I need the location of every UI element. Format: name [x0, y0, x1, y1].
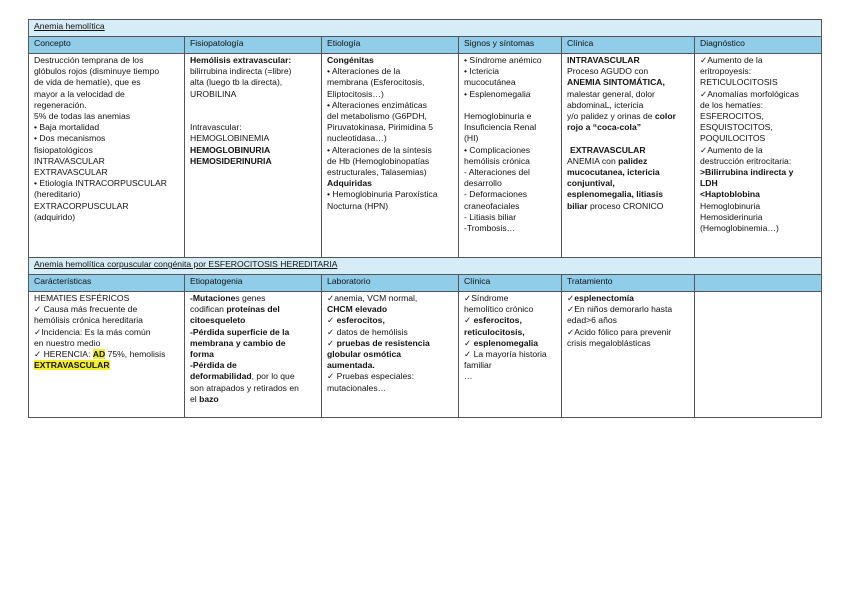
- header-laboratorio: Laboratorio: [322, 275, 459, 292]
- clin2-line: reticulocitosis,: [464, 326, 525, 337]
- car-line: [34, 349, 179, 360]
- clinica-bold: biliar: [567, 200, 588, 211]
- diag-line: ESFEROCITOS,: [700, 111, 764, 122]
- etiop-text: codifican: [190, 304, 224, 315]
- empty-cell: [695, 292, 822, 418]
- section2-title-row: [29, 258, 822, 275]
- diag-line: ✓Aumento de la: [700, 55, 763, 65]
- etio-line: • Alteraciones enzimáticas: [327, 99, 427, 110]
- clinica-line: rojo a “coca-cola”: [567, 122, 642, 133]
- section2-title: Anemia hemolítica corpuscular congénita por ESFEROCITOSIS HEREDITARIA: [29, 258, 822, 275]
- diag-line: Hemosiderinuria: [700, 211, 763, 222]
- car-text: 75%, hemolisis: [107, 349, 166, 360]
- signos-line: • Complicaciones: [464, 144, 531, 155]
- caracteristicas-cell: [29, 292, 185, 418]
- section1-header-row: [29, 37, 822, 54]
- etiop-bold: bazo: [199, 393, 219, 404]
- clinica2-cell: [459, 292, 562, 418]
- concepto-line: 5% de todas las anemias: [34, 111, 131, 122]
- concepto-line: EXTRAVASCULAR: [34, 167, 108, 178]
- section1-body-row: [29, 54, 822, 258]
- clin2-line: …: [464, 371, 473, 382]
- diag-line: ✓Aumento de la: [700, 144, 763, 155]
- clinica-line: [567, 201, 689, 212]
- clin2-line: [464, 338, 556, 349]
- etiop-bold: deformabilidad: [190, 371, 252, 382]
- lab-line: ✓ Pruebas especiales:: [327, 371, 414, 382]
- etiop-text: s genes: [235, 293, 266, 303]
- check-icon: ✓: [327, 337, 335, 348]
- clinica-text: y/o palidez y orinas de: [567, 111, 653, 122]
- concepto-cell: [29, 54, 185, 258]
- diag-line: eritropoyesis:: [700, 66, 752, 77]
- concepto-line: mayor a la velocidad de: [34, 88, 125, 99]
- car-text: ✓ HERENCIA:: [34, 349, 91, 360]
- header-clinica-2: Clínica: [459, 275, 562, 292]
- concepto-line: (hereditario): [34, 189, 81, 200]
- etiop-bold: -Mutacione: [190, 293, 236, 303]
- signos-line: -Trombosis…: [464, 223, 516, 234]
- section1-title: Anemia hemolítica: [29, 20, 822, 37]
- etiop-line: citoesqueleto: [190, 315, 246, 326]
- concepto-line: Destrucción temprana de los: [34, 55, 144, 65]
- check-icon: ✓: [327, 315, 335, 326]
- trat-line: ✓En niños demorarlo hasta: [567, 304, 673, 315]
- etio-adquiridas-title: Adquiridas: [327, 178, 372, 189]
- concepto-line: regeneración.: [34, 99, 87, 110]
- diag-line: ESQUISTOCITOS,: [700, 122, 773, 133]
- clinica-line: malestar general, dolor: [567, 88, 655, 99]
- lab-bold: pruebas de resistencia: [336, 337, 430, 348]
- clinica-line: conjuntival,: [567, 178, 615, 189]
- lab-line: [327, 315, 453, 326]
- clinica-line: mucocutanea, ictericia: [567, 167, 660, 178]
- lab-line: ✓ datos de hemólisis: [327, 326, 408, 337]
- signos-line: desarrollo: [464, 178, 502, 189]
- signos-line: Insuficiencia Renal: [464, 122, 537, 133]
- etiop-line: -Pérdida de: [190, 360, 237, 371]
- herencia-ad-highlight: AD: [92, 349, 106, 360]
- car-line: en nuestro medio: [34, 337, 101, 348]
- header-empty: [695, 275, 822, 292]
- signos-line: craneofaciales: [464, 200, 520, 211]
- header-clinica: Clínica: [562, 37, 695, 54]
- fisio-extra-line: bilirrubina indirecta (=libre): [190, 66, 292, 77]
- trat-bold: esplenectomía: [574, 293, 634, 303]
- clinica-line: abdominaL, ictericia: [567, 99, 644, 110]
- clin2-bold: esplenomegalia: [473, 337, 539, 348]
- car-line: ✓Incidencia: Es la más común: [34, 326, 151, 337]
- clinica-intra-title: INTRAVASCULAR: [567, 55, 640, 65]
- header-fisiopatologia: Fisiopatología: [185, 37, 322, 54]
- clinica-text: proceso CRONICO: [589, 200, 664, 211]
- lab-line: CHCM elevado: [327, 304, 388, 315]
- signos-line: • Ictericia: [464, 66, 500, 77]
- signos-line: hemólisis crónica: [464, 155, 530, 166]
- diag-line: POQUILOCITOS: [700, 133, 766, 144]
- header-etiologia: Etiología: [322, 37, 459, 54]
- diag-bold-line: <Haptoblobina: [700, 189, 760, 200]
- clinica-line: esplenomegalia, litiasis: [567, 189, 664, 200]
- fisio-extra-line: alta (luego tb la directa),: [190, 77, 283, 88]
- clinica-line: [567, 156, 689, 167]
- lab-line: ✓anemia, VCM normal,: [327, 293, 418, 303]
- clinica-bold: color: [654, 111, 676, 122]
- diag-line: destrucción eritrocitaria:: [700, 155, 792, 166]
- clin2-line: ✓ La mayoría historia: [464, 349, 547, 360]
- concepto-line: • Etiología INTRACORPUSCULAR: [34, 178, 167, 189]
- etio-congenitas-title: Congénitas: [327, 55, 374, 65]
- diag-line: RETICULOCITOSIS: [700, 77, 778, 88]
- trat-line: edad>6 años: [567, 315, 617, 326]
- concepto-line: glóbulos rojos (disminuye tiempo: [34, 66, 160, 77]
- clin2-line: [464, 315, 556, 326]
- etiop-line: [190, 371, 316, 382]
- check-icon: ✓: [464, 315, 472, 326]
- etio-line: nucleotidasa…): [327, 133, 387, 144]
- anemia-table: [28, 19, 822, 418]
- header-diagnostico: Diagnóstico: [695, 37, 822, 54]
- section2-header-row: [29, 275, 822, 292]
- car-line: ✓ Causa más frecuente de: [34, 304, 138, 315]
- clin2-line: ✓Síndrome: [464, 293, 509, 303]
- etiop-line: [190, 304, 316, 315]
- etiop-text: el: [190, 393, 197, 404]
- clinica-cell: [562, 54, 695, 258]
- etiop-line: forma: [190, 349, 214, 360]
- etiop-line: son atrapados y retirados en: [190, 382, 299, 393]
- concepto-line: de vida de hematíe), que es: [34, 77, 141, 88]
- tratamiento-cell: [562, 292, 695, 418]
- etiop-line: membrana y cambio de: [190, 337, 286, 348]
- diagnostico-cell: [695, 54, 822, 258]
- section2-body-row: [29, 292, 822, 418]
- car-line: hemólisis crónica hereditaria: [34, 315, 143, 326]
- etio-line: estructurales, Talasemias): [327, 167, 427, 178]
- diag-line: Hemoglobinuria: [700, 200, 761, 211]
- etio-line: Nocturna (HPN): [327, 200, 389, 211]
- lab-line: [327, 338, 453, 349]
- trat-line: [567, 293, 689, 304]
- etio-line: • Alteraciones de la síntesis: [327, 144, 432, 155]
- signos-line: Hemoglobinuria e: [464, 111, 532, 121]
- etio-line: • Hemoglobinuria Paroxística: [327, 189, 438, 200]
- fisio-intra-line: HEMOGLOBINURIA: [190, 144, 271, 155]
- diag-bold-line: >Bilirrubina indirecta y: [700, 167, 794, 178]
- lab-line: globular osmótica: [327, 349, 402, 360]
- clinica-extra-title: EXTRAVASCULAR: [570, 144, 646, 155]
- etio-line: Piruvatokinasa, Pirimidina 5: [327, 122, 434, 133]
- etio-line: del metabolismo (G6PDH,: [327, 111, 427, 122]
- clinica-text: ANEMIA con: [567, 155, 616, 166]
- fisio-intra-line: HEMOSIDERINURIA: [190, 155, 272, 166]
- fisiopatologia-cell: [185, 54, 322, 258]
- etiologia-cell: [322, 54, 459, 258]
- fisio-intra-title: Intravascular:: [190, 122, 242, 133]
- etio-line: Eliptocitosis…): [327, 88, 384, 99]
- etiopatogenia-cell: [185, 292, 322, 418]
- lab-line: aumentada.: [327, 360, 375, 371]
- fisio-extra-line: UROBILINA: [190, 88, 237, 99]
- concepto-line: • Baja mortalidad: [34, 122, 100, 133]
- clinica-line: Proceso AGUDO con: [567, 66, 649, 77]
- diag-line: ✓Anomalías morfológicas: [700, 88, 799, 99]
- trat-line: crisis megaloblásticas: [567, 337, 651, 348]
- header-concepto: Concepto: [29, 37, 185, 54]
- etio-line: de Hb (Hemoglobinopatías: [327, 155, 430, 166]
- section1-title-row: [29, 20, 822, 37]
- signos-line: (HI): [464, 133, 479, 144]
- signos-line: mucocutánea: [464, 77, 516, 88]
- signos-cell: [459, 54, 562, 258]
- header-signos: Signos y síntomas: [459, 37, 562, 54]
- etio-line: membrana (Esferocitosis,: [327, 77, 425, 88]
- check-icon: ✓: [567, 293, 575, 303]
- diag-line: (Hemoglobinemia…): [700, 223, 779, 234]
- concepto-line: INTRAVASCULAR: [34, 155, 105, 166]
- diag-bold-line: LDH: [700, 178, 718, 189]
- clin2-bold: esferocitos,: [473, 315, 522, 326]
- extravascular-highlight: EXTRAVASCULAR: [34, 360, 110, 371]
- concepto-line: • Dos mecanismos: [34, 133, 106, 144]
- clinica-line: ANEMIA SINTOMÁTICA,: [567, 77, 665, 88]
- header-caracteristicas: Carácterísticas: [29, 275, 185, 292]
- etiop-text: , por lo que: [251, 371, 295, 382]
- etiop-line: [190, 394, 316, 405]
- diag-line: de los hematíes:: [700, 99, 764, 110]
- signos-line: • Síndrome anémico: [464, 55, 542, 65]
- etiop-line: [190, 293, 316, 304]
- clinica-line: [567, 111, 689, 122]
- concepto-line: fisiopatológicos: [34, 144, 93, 155]
- concepto-line: EXTRACORPUSCULAR: [34, 200, 129, 211]
- clin2-line: familiar: [464, 360, 492, 371]
- concepto-line: (adquirido): [34, 211, 76, 222]
- signos-line: • Esplenomegalia: [464, 88, 531, 99]
- check-icon: ✓: [464, 337, 472, 348]
- lab-bold: esferocitos,: [336, 315, 385, 326]
- car-line: HEMATIES ESFÉRICOS: [34, 293, 130, 303]
- header-etiopatogenia: Etiopatogenia: [185, 275, 322, 292]
- laboratorio-cell: [322, 292, 459, 418]
- etiop-line: -Pérdida superficie de la: [190, 326, 290, 337]
- clinica-bold: palidez: [618, 155, 648, 166]
- lab-line: mutacionales…: [327, 382, 387, 393]
- etio-line: • Alteraciones de la: [327, 66, 401, 77]
- header-tratamiento: Tratamiento: [562, 275, 695, 292]
- signos-line: - Litiasis biliar: [464, 211, 517, 222]
- fisio-extra-title: Hemólisis extravascular:: [190, 55, 292, 65]
- clin2-line: hemolítico crónico: [464, 304, 534, 315]
- fisio-intra-line: HEMOGLOBINEMIA: [190, 133, 270, 144]
- signos-line: - Deformaciones: [464, 189, 528, 200]
- trat-line: ✓Acido fólico para prevenir: [567, 326, 672, 337]
- signos-line: - Alteraciones del: [464, 167, 530, 178]
- etiop-bold: proteínas del: [226, 304, 280, 315]
